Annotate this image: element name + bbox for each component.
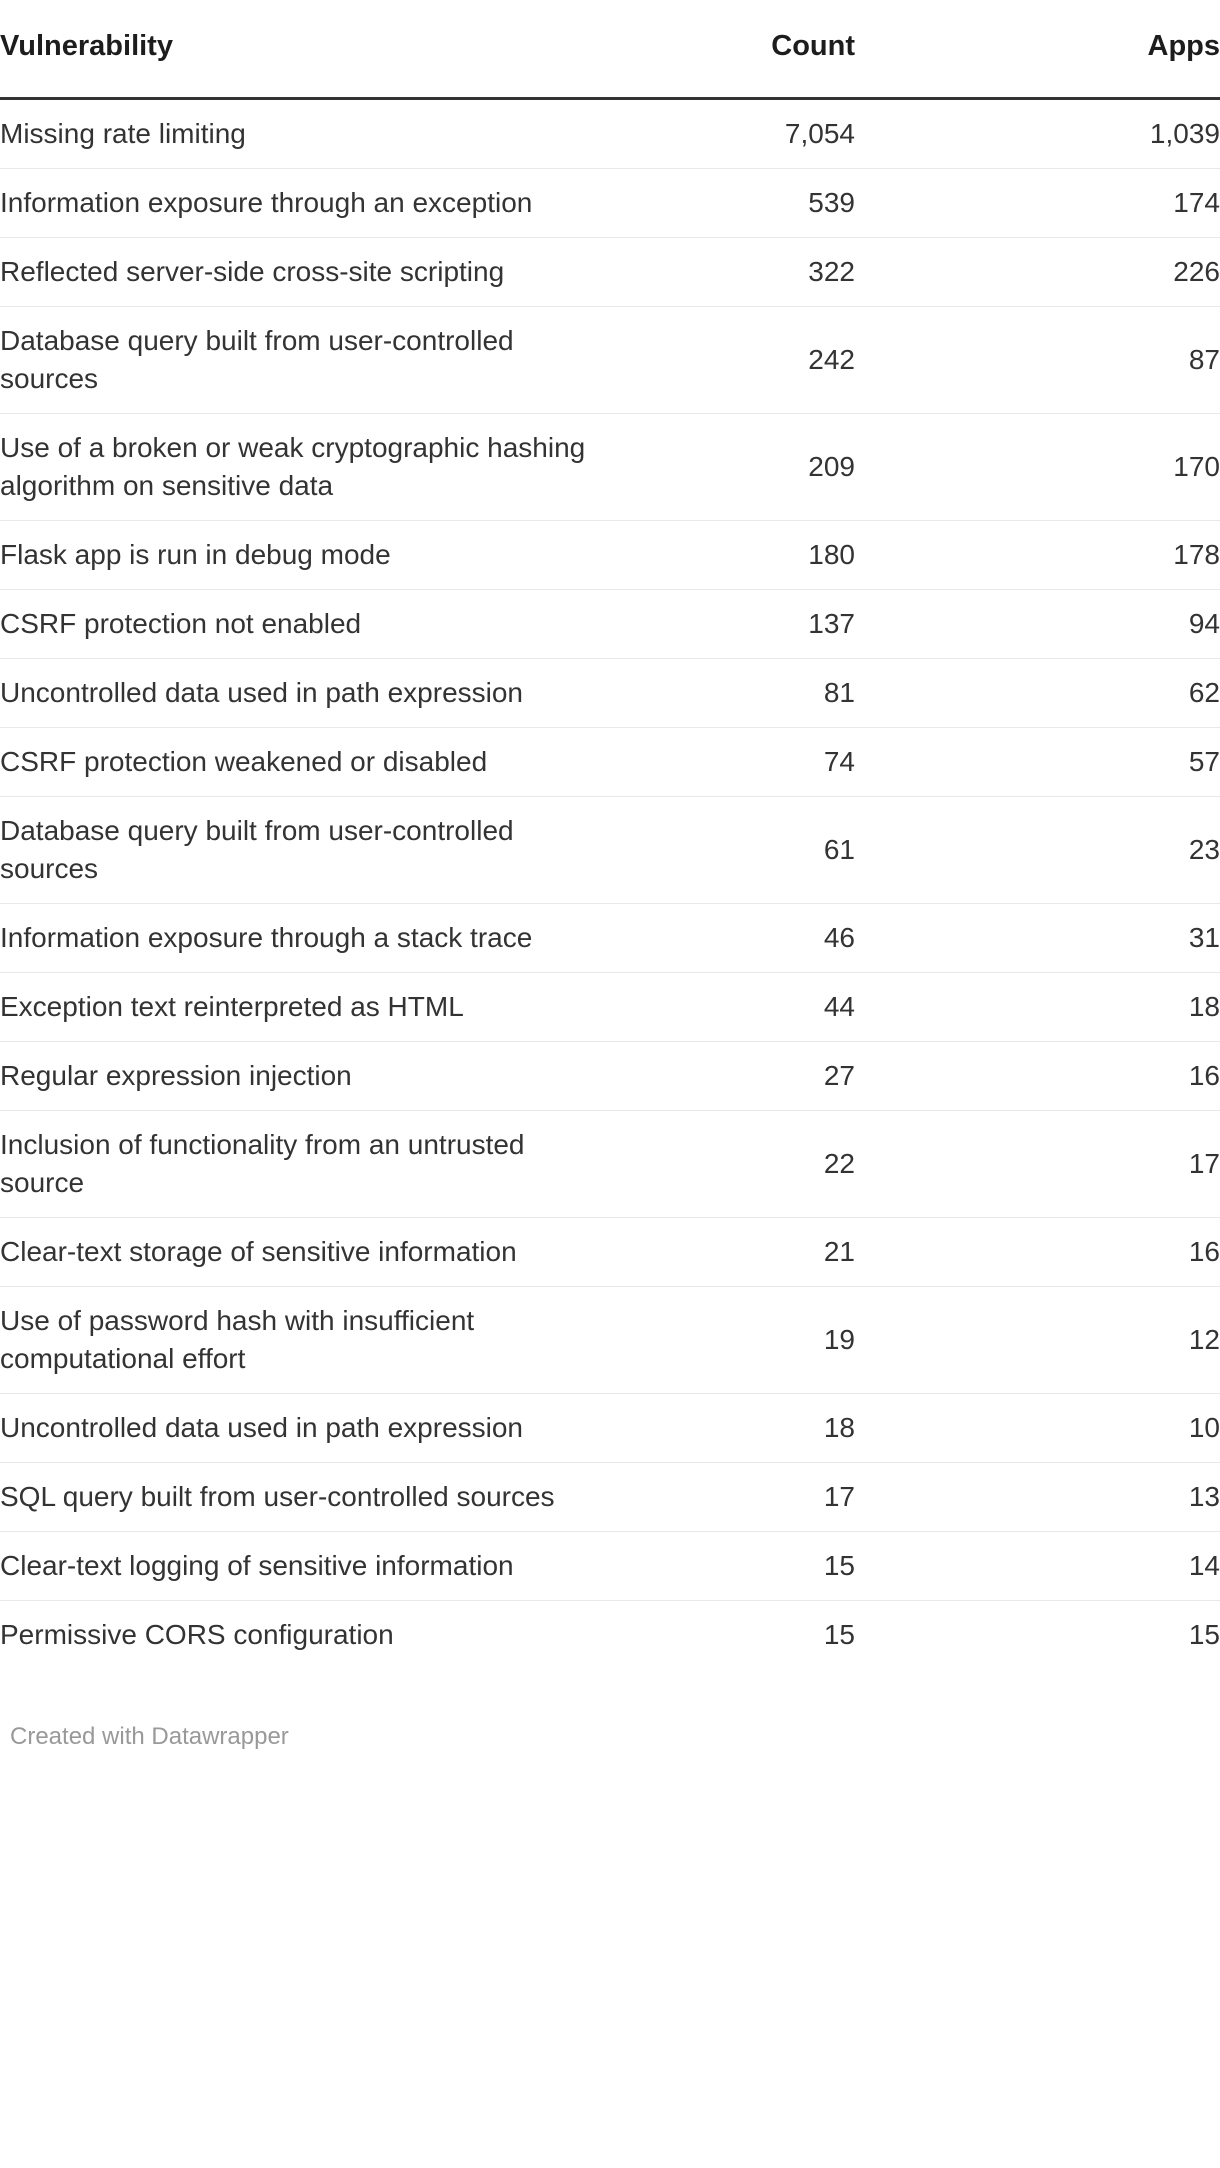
count-cell: 46 (590, 904, 855, 973)
header-count: Count (590, 0, 855, 99)
count-cell: 180 (590, 521, 855, 590)
count-cell: 19 (590, 1287, 855, 1394)
vulnerability-cell: SQL query built from user-controlled sources (0, 1463, 590, 1532)
apps-cell: 94 (855, 590, 1220, 659)
vulnerability-cell: Database query built from user-controlled sources (0, 797, 590, 904)
count-cell: 18 (590, 1394, 855, 1463)
vulnerability-cell: Clear-text logging of sensitive information (0, 1532, 590, 1601)
table-row (0, 659, 1220, 728)
apps-cell: 18 (855, 973, 1220, 1042)
vulnerability-cell: Uncontrolled data used in path expression (0, 659, 590, 728)
table-row (0, 1463, 1220, 1532)
table-row (0, 973, 1220, 1042)
table-row (0, 238, 1220, 307)
vulnerability-cell: CSRF protection weakened or disabled (0, 728, 590, 797)
header-apps: Apps (855, 0, 1220, 99)
apps-cell: 23 (855, 797, 1220, 904)
table-row (0, 1287, 1220, 1394)
vulnerability-cell: Information exposure through an exception (0, 169, 590, 238)
count-cell: 242 (590, 307, 855, 414)
table-row (0, 1532, 1220, 1601)
vulnerability-cell: Use of password hash with insufficient computational effort (0, 1287, 590, 1394)
count-cell: 15 (590, 1601, 855, 1670)
table-row (0, 590, 1220, 659)
count-cell: 61 (590, 797, 855, 904)
count-cell: 44 (590, 973, 855, 1042)
count-cell: 74 (590, 728, 855, 797)
table-row (0, 1601, 1220, 1670)
table-row (0, 307, 1220, 414)
apps-cell: 16 (855, 1218, 1220, 1287)
count-cell: 17 (590, 1463, 855, 1532)
vulnerability-cell: Information exposure through a stack trace (0, 904, 590, 973)
apps-cell: 31 (855, 904, 1220, 973)
count-cell: 322 (590, 238, 855, 307)
count-cell: 22 (590, 1111, 855, 1218)
count-cell: 21 (590, 1218, 855, 1287)
table-row (0, 521, 1220, 590)
apps-cell: 226 (855, 238, 1220, 307)
table-row (0, 797, 1220, 904)
table-row (0, 1111, 1220, 1218)
count-cell: 27 (590, 1042, 855, 1111)
vulnerability-cell: Exception text reinterpreted as HTML (0, 973, 590, 1042)
count-cell: 15 (590, 1532, 855, 1601)
vulnerability-cell: Uncontrolled data used in path expression (0, 1394, 590, 1463)
vulnerability-cell: Regular expression injection (0, 1042, 590, 1111)
apps-cell: 15 (855, 1601, 1220, 1670)
header-vulnerability: Vulnerability (0, 0, 590, 99)
count-cell: 539 (590, 169, 855, 238)
vulnerability-cell: CSRF protection not enabled (0, 590, 590, 659)
apps-cell: 12 (855, 1287, 1220, 1394)
apps-cell: 17 (855, 1111, 1220, 1218)
vulnerability-cell: Permissive CORS configuration (0, 1601, 590, 1670)
vulnerability-cell: Flask app is run in debug mode (0, 521, 590, 590)
apps-cell: 10 (855, 1394, 1220, 1463)
apps-cell: 14 (855, 1532, 1220, 1601)
table-row (0, 1042, 1220, 1111)
vulnerability-cell: Inclusion of functionality from an untrusted source (0, 1111, 590, 1218)
apps-cell: 62 (855, 659, 1220, 728)
credit-link[interactable]: Created with Datawrapper (10, 1723, 289, 1750)
apps-cell: 87 (855, 307, 1220, 414)
count-cell: 137 (590, 590, 855, 659)
apps-cell: 57 (855, 728, 1220, 797)
vulnerability-cell: Reflected server-side cross-site scripting (0, 238, 590, 307)
table-row (0, 414, 1220, 521)
count-cell: 7,054 (784, 118, 855, 149)
table-row (0, 904, 1220, 973)
apps-cell: 13 (855, 1463, 1220, 1532)
apps-cell: 174 (855, 169, 1220, 238)
vulnerability-cell: Database query built from user-controlled sources (0, 307, 590, 414)
count-cell: 81 (590, 659, 855, 728)
table-row (0, 99, 1220, 169)
table-body (0, 99, 1220, 1670)
vulnerability-cell: Missing rate limiting (0, 118, 246, 149)
count-cell: 209 (590, 414, 855, 521)
table-row (0, 728, 1220, 797)
table-header (0, 0, 1220, 99)
apps-cell: 16 (855, 1042, 1220, 1111)
table-row (0, 169, 1220, 238)
datawrapper-credit[interactable] (0, 1723, 1220, 1773)
vulnerability-cell: Clear-text storage of sensitive information (0, 1218, 590, 1287)
vulnerability-cell: Use of a broken or weak cryptographic hashing algorithm on sensitive data (0, 414, 590, 521)
table-row (0, 1218, 1220, 1287)
apps-cell: 1,039 (1149, 118, 1220, 149)
table-row (0, 1394, 1220, 1463)
apps-cell: 170 (855, 414, 1220, 521)
header-row (0, 0, 1220, 99)
apps-cell: 178 (855, 521, 1220, 590)
